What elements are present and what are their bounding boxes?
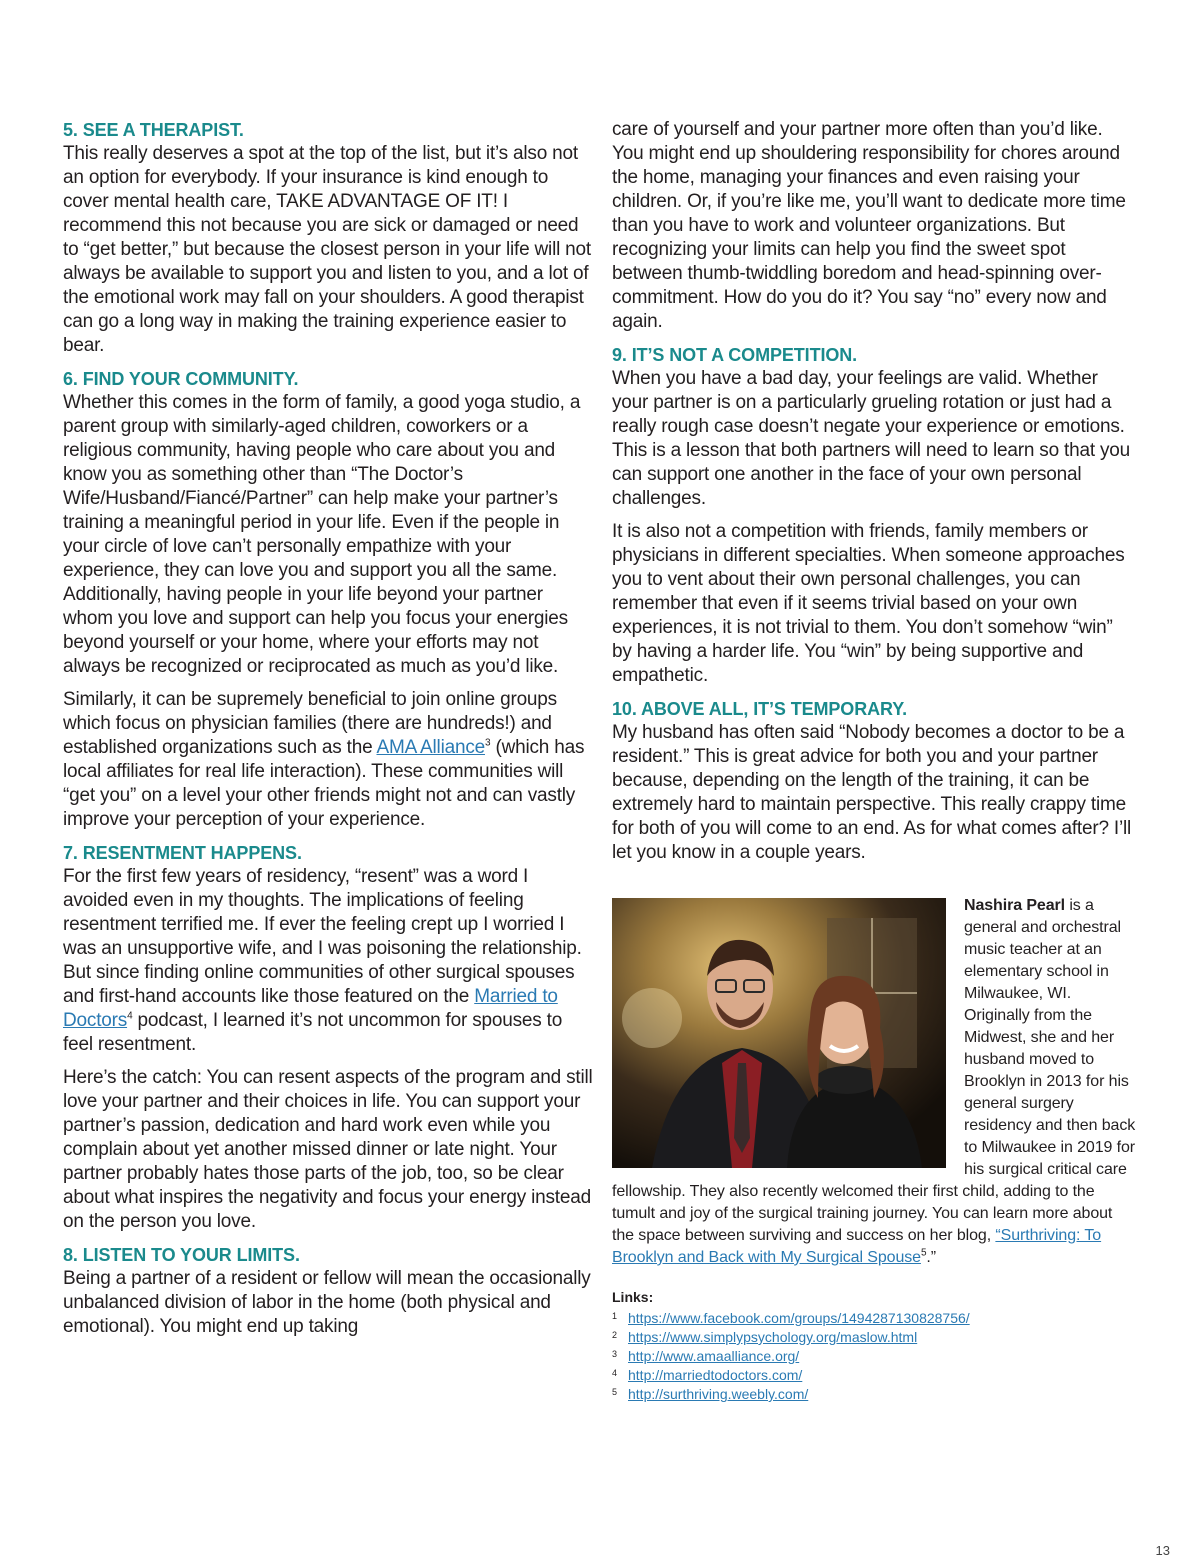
section-5-heading: 5. SEE A THERAPIST. xyxy=(63,120,244,140)
footnote-ref: 3 xyxy=(485,737,491,749)
footnote-ref: 4 xyxy=(127,1010,133,1022)
text-run: is a general and orchestral music teacher at an elementary school in Milwaukee, WI. Originally from the Midwest, she and her husband moved to Brooklyn in 2013 for his general surgery residency and then back to Milwaukee in 2019 for his surgical critical care fellowship. They also recently welcomed their first child, adding to the tumult and joy of the surgical training journey. You can learn more about the space between surviving and success on her blog, xyxy=(612,897,1136,1244)
section-6-paragraph-2 xyxy=(63,688,593,832)
link-item xyxy=(612,1347,1137,1366)
link-url[interactable]: https://www.facebook.com/groups/1494287130828756/ xyxy=(628,1310,970,1326)
couple-photo-illustration xyxy=(612,898,946,1168)
link-number: 2 xyxy=(612,1330,618,1340)
link-url[interactable]: http://marriedtodoctors.com/ xyxy=(628,1367,803,1383)
section-10-heading: 10. ABOVE ALL, IT’S TEMPORARY. xyxy=(612,699,908,719)
section-6-heading: 6. FIND YOUR COMMUNITY. xyxy=(63,369,299,389)
ama-alliance-link[interactable]: AMA Alliance xyxy=(376,737,485,758)
link-number: 3 xyxy=(612,1349,618,1359)
link-item xyxy=(612,1328,1137,1347)
married-to-doctors-link[interactable]: Married to Doctors xyxy=(63,986,558,1031)
right-column xyxy=(612,118,1137,1404)
link-url[interactable]: https://www.simplypsychology.org/maslow.html xyxy=(628,1329,918,1345)
section-7-paragraph-1 xyxy=(63,865,593,1057)
link-url[interactable]: http://surthriving.weebly.com/ xyxy=(628,1386,809,1402)
section-10-paragraph: My husband has often said “Nobody becomes a doctor to be a resident.” This is great advice for both you and your partner because, depending on the length of the training, it can be extremely hard to maintain perspective. This really crappy time for both of you will come to an end. As for what comes after? I’ll let you know in a couple years. xyxy=(612,722,1132,863)
link-item xyxy=(612,1309,1137,1328)
text-run: For the first few years of residency, “resent” was a word I avoided even in my thoughts. The implications of feeling resentment terrified me. If ever the feeling crept up I worried I was an unsupportive wife, and I was poisoning the relationship. But since finding online communities of other surgical spouses and first-hand accounts like those featured on the xyxy=(63,866,582,1007)
author-photo xyxy=(612,898,946,1168)
link-item xyxy=(612,1385,1137,1404)
link-url[interactable]: http://www.amaalliance.org/ xyxy=(628,1348,800,1364)
text-run: .” xyxy=(926,1249,936,1266)
left-column xyxy=(63,118,593,1348)
section-7-heading: 7. RESENTMENT HAPPENS. xyxy=(63,843,302,863)
text-run: Similarly, it can be supremely beneficial to join online groups which focus on physician families (there are hundreds!) and established organizations such as the xyxy=(63,689,557,758)
link-number: 1 xyxy=(612,1311,618,1321)
section-9-paragraph-1: When you have a bad day, your feelings are valid. Whether your partner is on a particularly grueling rotation or just had a really rough case doesn’t negate your experience or emotions. This is a lesson that both partners will need to learn so that you can support one another in the face of your own personal challenges. xyxy=(612,368,1131,509)
links-list xyxy=(612,1289,1137,1404)
link-item xyxy=(612,1366,1137,1385)
blog-link[interactable]: “Surthriving: To Brooklyn and Back with My Surgical Spouse xyxy=(612,1227,1102,1266)
page-number: 13 xyxy=(1155,1543,1170,1558)
link-number: 5 xyxy=(612,1387,618,1397)
section-8-continued: care of yourself and your partner more often than you’d like. You might end up shouldering responsibility for chores around the home, managing your finances and even raising your children. Or, if you’re like me, you’ll want to dedicate more time than you have to work and volunteer organizations. But recognizing your limits can help you find the sweet spot between thumb-twiddling boredom and head-spinning over-commitment. How do you do it? You say “no” every now and again. xyxy=(612,119,1126,332)
section-8-paragraph: Being a partner of a resident or fellow will mean the occasionally unbalanced division of labor in the home (both physical and emotional). You might end up taking xyxy=(63,1268,591,1337)
links-heading: Links: xyxy=(612,1289,654,1305)
section-8-heading: 8. LISTEN TO YOUR LIMITS. xyxy=(63,1245,300,1265)
text-run: podcast, I learned it’s not uncommon for spouses to feel resentment. xyxy=(63,1010,563,1055)
author-name: Nashira Pearl xyxy=(964,897,1065,914)
section-9-paragraph-2: It is also not a competition with friends, family members or physicians in different specialties. When someone approaches you to vent about their own personal challenges, you can remember that even if it seems trivial based on your own experiences, it is not trivial to them. You don’t somehow “win” by having a harder life. You “win” by being supportive and empathetic. xyxy=(612,521,1125,686)
footnote-ref: 5 xyxy=(920,1247,927,1259)
author-bio xyxy=(612,895,1137,1404)
section-5-paragraph: This really deserves a spot at the top of the list, but it’s also not an option for everybody. If your insurance is kind enough to cover mental health care, TAKE ADVANTAGE OF IT! I recommend this not because you are sick or damaged or need to “get better,” but because the closest person in your life will not always be available to support you and listen to you, and a lot of the emotional work may fall on your shoulders. A good therapist can go a long way in making the training experience easier to bear. xyxy=(63,143,591,356)
text-run: (which has local affiliates for real life interaction). These communities will “get you” on a level your other friends might not and can vastly improve your perception of your experience. xyxy=(63,737,585,830)
section-6-paragraph-1: Whether this comes in the form of family, a good yoga studio, a parent group with similarly-aged children, coworkers or a religious community, having people who care about you and know you as something other than “The Doctor’s Wife/Husband/Fiancé/Partner” can help make your partner’s training a meaningful period in your life. Even if the people in your circle of love can’t personally empathize with your experience, they can love you and support you all the same. Additionally, having people in your life beyond your partner whom you love and support can help you focus your energies beyond yourself or your home, where your efforts may not always be recognized or reciprocated as much as you’d like. xyxy=(63,392,581,677)
section-9-heading: 9. IT’S NOT A COMPETITION. xyxy=(612,345,858,365)
section-7-paragraph-2: Here’s the catch: You can resent aspects of the program and still love your partner and their choices in life. You can support your partner’s passion, dedication and hard work even while you complain about yet another missed dinner or late night. Your partner probably hates those parts of the job, too, so be clear about what inspires the negativity and focus your energy instead on the person you love. xyxy=(63,1067,593,1232)
link-number: 4 xyxy=(612,1368,618,1378)
